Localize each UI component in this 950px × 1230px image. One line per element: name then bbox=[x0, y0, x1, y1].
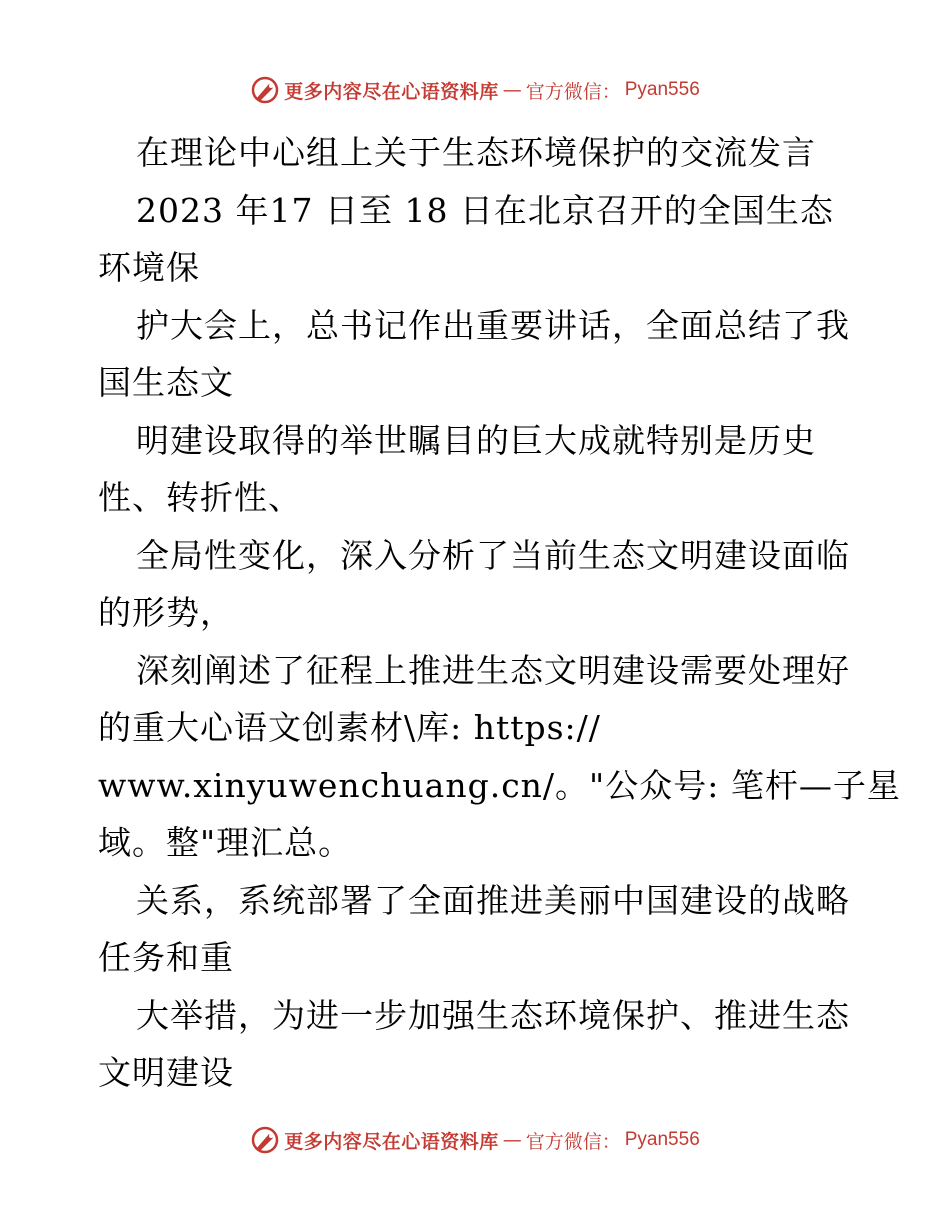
watermark-account-id: Pyan556 bbox=[624, 79, 700, 100]
watermark-group bbox=[250, 75, 700, 105]
paragraph-line: www.xinyuwenchuang.cn/。"公众号: 笔杆—子星 bbox=[98, 765, 901, 805]
paragraph-line: 大举措，为进一步加强生态环境保护、推进生态 bbox=[136, 995, 850, 1035]
paragraph-line: 关系，系统部署了全面推进美丽中国建设的战略 bbox=[136, 880, 850, 920]
pen-nib-circle-icon bbox=[250, 75, 280, 105]
watermark-account-id: Pyan556 bbox=[624, 1129, 700, 1150]
watermark-dash: — bbox=[502, 79, 522, 101]
paragraph-line: 全局性变化，深入分析了当前生态文明建设面临 bbox=[136, 535, 850, 575]
paragraph-line: 深刻阐述了征程上推进生态文明建设需要处理好 bbox=[136, 650, 850, 690]
pen-nib-circle-icon bbox=[250, 1125, 280, 1155]
watermark-account-label: 官方微信： bbox=[525, 1130, 621, 1153]
footer-watermark bbox=[0, 1120, 950, 1160]
watermark-group bbox=[250, 1125, 700, 1155]
paragraph-line: 性、转折性、 bbox=[98, 478, 302, 517]
paragraph-line: 的重大心语文创素材\库: https:// bbox=[98, 708, 601, 747]
paragraph-line: 的形势， bbox=[98, 593, 234, 632]
paragraph-line: 环境保 bbox=[98, 248, 200, 287]
paragraph-line: 文明建设 bbox=[98, 1053, 234, 1092]
watermark-text: 更多内容尽在心语资料库 bbox=[284, 1130, 499, 1153]
document-title: 在理论中心组上关于生态环境保护的交流发言 bbox=[136, 133, 816, 172]
paragraph-line: 护大会上，总书记作出重要讲话，全面总结了我 bbox=[136, 305, 850, 345]
watermark-dash: — bbox=[502, 1129, 522, 1151]
paragraph-line: 2023 年17 日至 18 日在北京召开的全国生态 bbox=[136, 190, 834, 230]
header-watermark bbox=[0, 70, 950, 110]
document-body bbox=[98, 124, 901, 1102]
paragraph-line: 国生态文 bbox=[98, 363, 234, 402]
watermark-account-label: 官方微信： bbox=[525, 80, 621, 103]
watermark-text: 更多内容尽在心语资料库 bbox=[284, 80, 499, 103]
paragraph-line: 任务和重 bbox=[98, 938, 234, 977]
paragraph-line: 域。整"理汇总。 bbox=[98, 823, 353, 862]
paragraph-line: 明建设取得的举世瞩目的巨大成就特别是历史 bbox=[136, 420, 816, 460]
